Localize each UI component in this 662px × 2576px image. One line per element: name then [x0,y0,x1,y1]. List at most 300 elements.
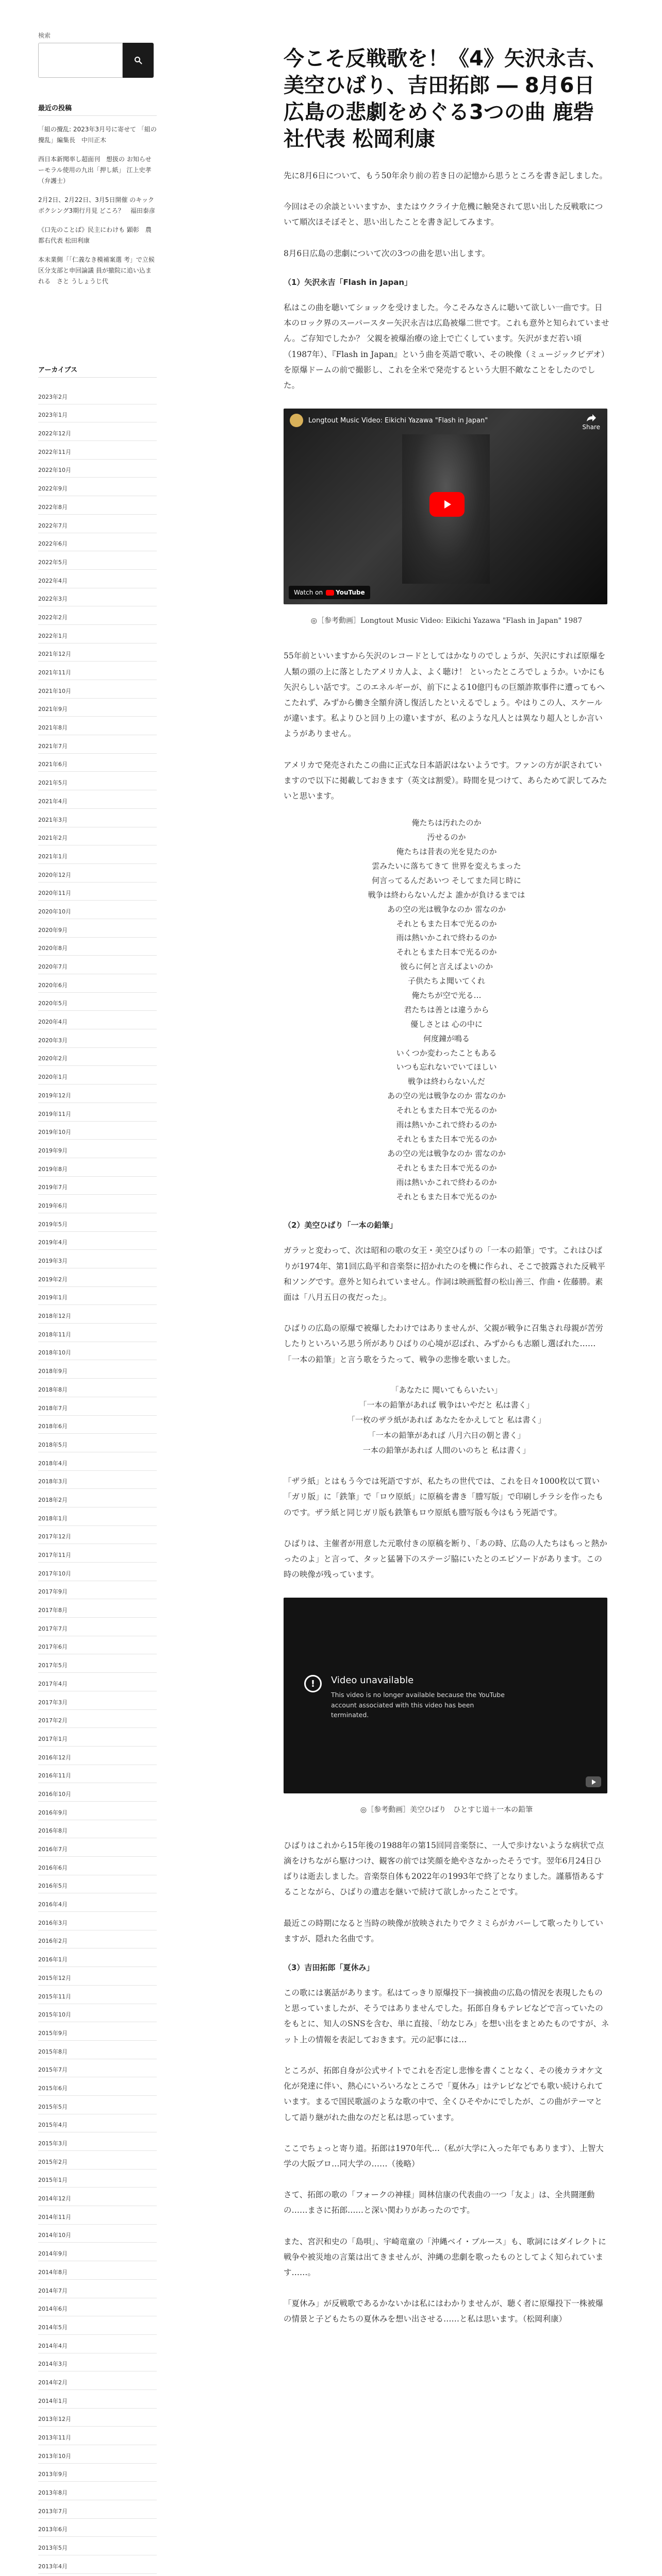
archive-link[interactable]: 2014年9月 [38,2250,68,2258]
archive-item[interactable] [38,2096,157,2114]
archive-item[interactable] [38,404,157,423]
archive-item[interactable] [38,938,157,956]
lyric-line: 子供たちよ聞いてくれ [407,976,485,986]
archive-link[interactable]: 2020年10月 [38,908,71,915]
lyrics-quote [284,1383,609,1458]
archive-item[interactable] [38,993,157,1011]
archive-item[interactable] [38,1838,157,1857]
section-1-heading: （1）矢沢永吉「Flash in Japan」 [284,277,412,287]
archive-item[interactable] [38,460,157,478]
archive-link[interactable]: 2016年2月 [38,1938,68,1945]
section-3-paragraph: この歌には裏話があります。私はてっきり原爆投下一摘被曲の広島の情況を表現したものと思っていましたが、そうではありませんでした。拓郎自身もテレビなどで言っていたのをもとに、知人のSNSを含む、単に直接、「幼なじみ」を想い出をまとめたものですが、ネット上の情報を表記しておきます。元の記事には… [284,1988,609,2044]
recent-post-link[interactable]: 西日本新聞率し超面刊 想扱の お知らせーモラル使用の九出「押し紙」 江上史孝（弁護士） [38,156,152,184]
archive-item[interactable] [38,2537,157,2555]
youtube-logo-icon [326,590,334,596]
archive-link[interactable]: 2020年6月 [38,981,68,989]
archive-item[interactable] [38,386,157,404]
section-2-paragraph: ひばりはこれから15年後の1988年の第15回同音楽祭に、一人で歩けないような病状で点滴をけちながら駆けつけ、観客の前では笑顔を絶やさなかったそうです。翌年6月24日ひばりは逝去しました。音楽祭自体も2022年の1993年で終了となりました。謹慕悟あるすることながら、ひばりの遺志を継いで続けて欲しかったことです。 [284,1840,604,1897]
archive-link[interactable]: 2021年12月 [38,651,71,658]
archive-item[interactable] [38,883,157,901]
archive-link[interactable]: 2018年8月 [38,1386,68,1393]
archive-link[interactable]: 2019年11月 [38,1110,71,1117]
video-embed-flash-in-japan[interactable] [284,409,607,604]
archive-item[interactable] [38,1232,157,1250]
archive-link[interactable]: 2020年9月 [38,926,68,934]
archive-link[interactable]: 2021年4月 [38,798,68,805]
archive-item[interactable] [38,1122,157,1140]
archive-item[interactable] [38,2004,157,2023]
archive-link[interactable]: 2013年10月 [38,2452,71,2460]
archives-heading: アーカイブス [38,364,157,378]
lyric-line: 雨は熱いかこれで終わるのか [396,933,497,943]
archive-link[interactable]: 2014年7月 [38,2287,68,2294]
archive-link[interactable]: 2018年1月 [38,1515,68,1522]
archive-item[interactable] [38,1195,157,1213]
archive-link[interactable]: 2021年1月 [38,853,68,860]
archive-item[interactable] [38,901,157,919]
article [284,31,609,2343]
play-icon [441,499,453,510]
archive-link[interactable]: 2023年1月 [38,412,68,419]
archive-link[interactable]: 2018年9月 [38,1368,68,1375]
archive-item[interactable] [38,1397,157,1416]
archive-item[interactable] [38,1857,157,1875]
archive-link[interactable]: 2019年5月 [38,1221,68,1228]
archive-link[interactable]: 2019年6月 [38,1202,68,1209]
archive-item[interactable] [38,1342,157,1361]
archive-link[interactable]: 2020年7月 [38,963,68,970]
archive-item[interactable] [38,2041,157,2059]
archive-link[interactable]: 2022年10月 [38,467,71,474]
quote-line: 「一枚のザラ紙があれば あなたをかえしてと 私は書く」 [347,1415,546,1425]
archive-item[interactable] [38,1489,157,1507]
archive-item[interactable] [38,478,157,496]
archive-link[interactable]: 2020年4月 [38,1019,68,1026]
archive-link[interactable]: 2015年6月 [38,2084,68,2092]
archive-link[interactable]: 2013年7月 [38,2507,68,2515]
archive-item[interactable] [38,2390,157,2409]
archive-link[interactable]: 2022年7月 [38,522,68,529]
archive-item[interactable] [38,2500,157,2519]
archive-item[interactable] [38,1802,157,1820]
archive-item[interactable] [38,2371,157,2390]
archive-link[interactable]: 2016年12月 [38,1754,71,1761]
archive-link[interactable]: 2021年10月 [38,687,71,694]
archive-item[interactable] [38,919,157,938]
archive-link[interactable]: 2021年6月 [38,761,68,768]
archive-link[interactable]: 2014年2月 [38,2379,68,2386]
archive-link[interactable]: 2019年8月 [38,1165,68,1173]
archive-link[interactable]: 2013年12月 [38,2416,71,2423]
archive-item[interactable] [38,441,157,460]
section-3-paragraph: ここでちょっと寄り道。拓郎は1970年代…（私が大学に入った年でもあります）、上智大学の大阪ブロ…同大学の……（後略） [284,2143,604,2168]
archive-link[interactable]: 2017年10月 [38,1570,71,1577]
archive-link[interactable]: 2016年7月 [38,1846,68,1853]
archive-link[interactable]: 2014年10月 [38,2232,71,2239]
archive-link[interactable]: 2014年1月 [38,2397,68,2404]
recent-post-item[interactable] [38,195,157,216]
archive-item[interactable] [38,2482,157,2500]
share-label: Share [582,423,600,431]
archive-link[interactable]: 2022年12月 [38,430,71,437]
archive-link[interactable]: 2015年2月 [38,2158,68,2165]
archive-item[interactable] [38,1029,157,1048]
archive-link[interactable]: 2013年8月 [38,2489,68,2497]
archive-item[interactable] [38,1324,157,1342]
video-title[interactable]: Longtout Music Video: Eikichi Yazawa "Flash in Japan" [308,416,488,425]
channel-avatar[interactable] [290,414,303,427]
archive-link[interactable]: 2016年4月 [38,1901,68,1908]
archive-item[interactable] [38,2427,157,2445]
archive-item[interactable] [38,1011,157,1029]
archive-item[interactable] [38,2445,157,2464]
archive-item[interactable] [38,422,157,441]
video-embed-unavailable[interactable] [284,1598,607,1793]
lyric-line: 汚せるのか [427,833,466,842]
archive-link[interactable]: 2021年9月 [38,706,68,713]
archive-link[interactable]: 2017年4月 [38,1680,68,1687]
archive-item[interactable] [38,643,157,662]
archive-link[interactable]: 2015年1月 [38,2177,68,2184]
archive-link[interactable]: 2019年10月 [38,1129,71,1136]
archive-link[interactable]: 2016年5月 [38,1883,68,1890]
archive-link[interactable]: 2017年12月 [38,1533,71,1540]
archive-link[interactable]: 2020年3月 [38,1037,68,1044]
archive-link[interactable]: 2015年4月 [38,2122,68,2129]
archive-link[interactable]: 2015年8月 [38,2048,68,2055]
intro-paragraph: 今回はその余談といいますか、またはウクライナ危機に触発されて思い出した反戦歌について順次ほそぼそと、思い出したことを書き記してみます。 [284,202,603,227]
lyric-line: 雨は熱いかこれで終わるのか [396,1120,497,1130]
archive-item[interactable] [38,2188,157,2206]
unavailable-title: Video unavailable [331,1675,414,1686]
search-icon [134,56,142,64]
archive-link[interactable]: 2018年11月 [38,1331,71,1338]
archive-item[interactable] [38,1213,157,1232]
archive-item[interactable] [38,2022,157,2041]
archive-item[interactable] [38,588,157,607]
recent-post-item[interactable] [38,154,157,187]
archive-link[interactable]: 2021年2月 [38,835,68,842]
archive-link[interactable]: 2022年3月 [38,596,68,603]
section-2-paragraph: 「ザラ紙」とはもう今では死語ですが、私たちの世代では、これを日々1000枚以て買い「ガリ版」に「鉄筆」で「ロウ原紙」に原稿を書き「謄写版」で印刷しチラシを作ったものです。ザラ紙と同じガリ版も鉄筆もロウ原紙も謄写版も今はもう死語です。 [284,1477,604,1517]
archive-link[interactable]: 2018年6月 [38,1423,68,1430]
archive-link[interactable]: 2016年3月 [38,1919,68,1926]
archive-item[interactable] [38,1379,157,1397]
archive-item[interactable] [38,2243,157,2261]
archive-link[interactable]: 2021年5月 [38,779,68,787]
intro-paragraph: 8月6日広島の悲劇について次の3つの曲を思い出します。 [284,248,490,258]
quote-line: 「一本の鉛筆があれば 八月六日の朝と書く」 [368,1430,525,1440]
archive-link[interactable]: 2020年11月 [38,890,71,897]
archive-link[interactable]: 2017年1月 [38,1735,68,1742]
archive-link[interactable]: 2015年9月 [38,2029,68,2037]
archive-item[interactable] [38,1048,157,1066]
archive-item[interactable] [38,1177,157,1195]
archive-link[interactable]: 2022年11月 [38,448,71,455]
archive-link[interactable]: 2021年11月 [38,669,71,676]
archive-link[interactable]: 2017年9月 [38,1588,68,1596]
archive-link[interactable]: 2018年10月 [38,1349,71,1357]
archive-item[interactable] [38,1526,157,1545]
archive-link[interactable]: 2022年4月 [38,577,68,584]
archive-link[interactable]: 2017年3月 [38,1699,68,1706]
archive-item[interactable] [38,1765,157,1784]
archive-link[interactable]: 2019年4月 [38,1239,68,1246]
archive-link[interactable]: 2014年5月 [38,2324,68,2331]
archive-link[interactable]: 2022年6月 [38,540,68,548]
archive-item[interactable] [38,1820,157,1839]
lyric-line: あの空の光は戦争なのか 雷なのか [387,904,506,914]
archive-item[interactable] [38,1507,157,1526]
watch-on-youtube-button[interactable] [289,586,370,599]
archive-link[interactable]: 2022年9月 [38,485,68,493]
lyric-line: 何言ってるんだあいつ そしてまた同じ時に [372,875,521,885]
archive-item[interactable] [38,1268,157,1287]
archive-link[interactable]: 2021年7月 [38,742,68,750]
archive-item[interactable] [38,1305,157,1324]
archive-link[interactable]: 2015年3月 [38,2140,68,2147]
archive-item[interactable] [38,717,157,735]
archive-link[interactable]: 2021年8月 [38,724,68,732]
archive-item[interactable] [38,1544,157,1563]
recent-post-item[interactable] [38,225,157,246]
recent-post-link[interactable]: 2月2日、2月22日、3月5日開催 のキックボクシング3期行月見 どころ？ 福田泰彦 [38,196,155,214]
archive-link[interactable]: 2017年2月 [38,1717,68,1724]
archive-item[interactable] [38,680,157,699]
archive-item[interactable] [38,2077,157,2096]
archive-link[interactable]: 2022年2月 [38,614,68,621]
archive-item[interactable] [38,1471,157,1489]
archive-link[interactable]: 2017年6月 [38,1643,68,1651]
archive-item[interactable] [38,1563,157,1581]
archive-item[interactable] [38,1084,157,1103]
archive-item[interactable] [38,1654,157,1673]
archive-link[interactable]: 2023年2月 [38,393,68,400]
archive-item[interactable] [38,2280,157,2298]
archive-link[interactable]: 2018年2月 [38,1496,68,1503]
archive-item[interactable] [38,1140,157,1158]
archive-item[interactable] [38,735,157,754]
archive-link[interactable]: 2018年4月 [38,1460,68,1467]
search-input[interactable] [38,43,123,78]
archive-item[interactable] [38,1710,157,1728]
archive-item[interactable] [38,625,157,643]
youtube-corner-icon[interactable] [586,1776,601,1787]
section-1-paragraph: 55年前といいますから矢沢のレコードとしてはかなりのでしょうが、矢沢にすれば原爆を人類の頭の上に落としたアメリカ人よ、よく聴け！ といったところでしょうか。いかにも矢沢らしい話です。このエネルギーが、前下による10億円もの巨額詐欺事件に遭ってもへこたれず、みずから働き全額弁済し復活したといえるでしょう。やはりこの人、スケールが違います。私よりひと回り上の違いますが、私のような凡人とは異なり超人としか言いようがありません。 [284,651,606,739]
share-button[interactable] [582,414,600,431]
archive-item[interactable] [38,2335,157,2353]
archive-item[interactable] [38,2059,157,2078]
recent-post-link[interactable]: 《口先のことば》民主にわけも 顕彰 農都右代表 松田利康 [38,226,152,244]
section-1-paragraph: アメリカで発売されたこの曲に正式な日本語訳はないようです。ファンの方が訳されていますので以下に掲載しておきます（英文は割愛）。時間を見つけて、あらためて訳してみたいと思います。 [284,760,607,801]
lyric-line: 雨は熱いかこれで終わるのか [396,1177,497,1187]
archive-item[interactable] [38,2298,157,2317]
archive-link[interactable]: 2019年7月 [38,1184,68,1191]
archive-item[interactable] [38,1066,157,1084]
archive-item[interactable] [38,754,157,772]
search-button[interactable] [123,43,154,78]
archive-item[interactable] [38,1967,157,1986]
archive-item[interactable] [38,699,157,717]
archive-item[interactable] [38,1158,157,1177]
archive-item[interactable] [38,1783,157,1802]
archive-item[interactable] [38,1636,157,1655]
archive-item[interactable] [38,1250,157,1268]
archive-link[interactable]: 2014年3月 [38,2361,68,2368]
archive-link[interactable]: 2020年5月 [38,1000,68,1007]
archive-link[interactable]: 2016年11月 [38,1772,71,1780]
archive-item[interactable] [38,1618,157,1636]
archive-item[interactable] [38,496,157,515]
archive-link[interactable]: 2015年7月 [38,2066,68,2074]
archive-item[interactable] [38,1581,157,1600]
archive-item[interactable] [38,2261,157,2280]
archive-link[interactable]: 2014年12月 [38,2195,71,2202]
archive-item[interactable] [38,1893,157,1912]
archive-link[interactable]: 2021年3月 [38,816,68,823]
archive-link[interactable]: 2016年6月 [38,1864,68,1871]
archive-link[interactable]: 2015年11月 [38,1993,71,2000]
lyric-line: いつも忘れないでいてほしい [396,1062,497,1072]
archive-item[interactable] [38,1287,157,1306]
archive-link[interactable]: 2015年5月 [38,2103,68,2110]
archive-link[interactable]: 2017年8月 [38,1607,68,1614]
alert-icon: ! [304,1675,322,1692]
lyric-line: 何度鐘が鳴る [423,1033,470,1043]
archive-item[interactable] [38,2132,157,2151]
archive-item[interactable] [38,2114,157,2133]
section-2-heading: （2）美空ひばり「一本の鉛筆」 [284,1221,398,1230]
archive-link[interactable]: 2018年3月 [38,1478,68,1485]
archive-item[interactable] [38,864,157,883]
unavailable-message: This video is no longer available because the YouTube account associated with this video has been terminated. [331,1691,505,1719]
archive-link[interactable]: 2018年12月 [38,1313,71,1320]
archive-item[interactable] [38,2225,157,2243]
archive-link[interactable]: 2018年5月 [38,1441,68,1448]
archive-link[interactable]: 2016年1月 [38,1956,68,1963]
lyric-line: いくつか変わったこともある [396,1048,497,1058]
archive-item[interactable] [38,790,157,809]
archive-item[interactable] [38,827,157,846]
archive-item[interactable] [38,2206,157,2225]
archive-item[interactable] [38,2151,157,2170]
archive-link[interactable]: 2022年8月 [38,503,68,511]
archive-item[interactable] [38,1691,157,1710]
archive-item[interactable] [38,1728,157,1747]
archive-item[interactable] [38,1986,157,2004]
archive-item[interactable] [38,606,157,625]
archive-item[interactable] [38,974,157,993]
search-label: 検索 [38,32,51,39]
archive-item[interactable] [38,2464,157,2482]
archive-link[interactable]: 2018年7月 [38,1404,68,1412]
archive-item[interactable] [38,2574,157,2576]
archive-item[interactable] [38,1912,157,1930]
archive-link[interactable]: 2014年6月 [38,2306,68,2313]
archive-item[interactable] [38,1452,157,1471]
archive-item[interactable] [38,533,157,552]
archive-link[interactable]: 2016年9月 [38,1809,68,1816]
archive-link[interactable]: 2014年11月 [38,2213,71,2221]
archive-link[interactable]: 2019年1月 [38,1294,68,1301]
archive-item[interactable] [38,2519,157,2537]
archive-item[interactable] [38,2353,157,2372]
archive-link[interactable]: 2019年3月 [38,1258,68,1264]
archive-item[interactable] [38,570,157,588]
lyric-line: 雲みたいに落ちてきて 世界を変えちまった [372,861,521,871]
archive-item[interactable] [38,772,157,790]
archive-item[interactable] [38,2170,157,2188]
archive-item[interactable] [38,2555,157,2574]
archive-link[interactable]: 2019年12月 [38,1092,71,1099]
archive-link[interactable]: 2014年4月 [38,2342,68,2349]
archive-link[interactable]: 2019年9月 [38,1147,68,1154]
archive-link[interactable]: 2017年7月 [38,1625,68,1632]
archive-link[interactable]: 2016年10月 [38,1790,71,1798]
archive-item[interactable] [38,1599,157,1618]
archive-item[interactable] [38,845,157,864]
section-3-paragraph: さて、拓郎の歌の「フォークの神様」岡林信康の代表曲の一つ「友よ」は、全共闘運動の……まさに拓郎……と深い関わりがあったのです。 [284,2190,595,2215]
lyrics-block [284,816,609,1204]
archive-item[interactable] [38,1416,157,1434]
archive-link[interactable]: 2017年5月 [38,1662,68,1669]
archive-link[interactable]: 2013年11月 [38,2434,71,2441]
archive-link[interactable]: 2022年5月 [38,558,68,566]
recent-post-link[interactable]: 本未業側「「仁義なき模補案選 考」で立候区分支部と申回論議 員が撤院に追い込まれる さと うしょうじ代 [38,256,155,285]
section-3-paragraph: ところが、拓郎自身が公式サイトでこれを否定し悲惨を書くことなく、その後カラオケ文化が発達に伴い、熱心にいろいろなところで「夏休み」はテレビなどでも歌い続けられています。まるで国民歌謡のような歌の中で、全くひそやかにでしたが、この曲がテーマとして語り継がれた曲なのだと私は思っています。 [284,2065,603,2122]
archive-link[interactable]: 2019年2月 [38,1276,68,1283]
archive-item[interactable] [38,1747,157,1765]
archive-link[interactable]: 2013年4月 [38,2563,68,2570]
play-button[interactable] [429,492,465,517]
archive-item[interactable] [38,1103,157,1122]
recent-post-link[interactable]: 「組の攪乱: 2023年3月号に寄せて 「組の攪乱」編集長 中川正木 [38,126,157,144]
archive-link[interactable]: 2016年8月 [38,1827,68,1835]
archive-link[interactable]: 2020年2月 [38,1055,68,1062]
recent-post-item[interactable] [38,255,157,287]
archive-link[interactable]: 2013年5月 [38,2545,68,2552]
archive-link[interactable]: 2022年1月 [38,632,68,639]
archive-item[interactable] [38,1434,157,1452]
archive-link[interactable]: 2013年9月 [38,2471,68,2478]
recent-post-item[interactable] [38,124,157,146]
archive-item[interactable] [38,662,157,680]
lyric-line: それともまた日本で光るのか [396,1106,497,1115]
archive-item[interactable] [38,1930,157,1949]
archive-link[interactable]: 2014年8月 [38,2268,68,2276]
archive-item[interactable] [38,1948,157,1967]
archive-link[interactable]: 2020年1月 [38,1074,68,1081]
archive-link[interactable]: 2013年6月 [38,2526,68,2533]
archive-link[interactable]: 2015年10月 [38,2011,71,2019]
archive-link[interactable]: 2020年12月 [38,871,71,878]
archive-link[interactable]: 2020年8月 [38,945,68,952]
archive-item[interactable] [38,956,157,974]
section-2-paragraph: 最近この時期になると当時の映像が放映されたりでクミミらがカバーして歌ったりしていますが、隠れた名曲です。 [284,1918,604,1943]
archive-item[interactable] [38,515,157,533]
section-3-paragraph: また、宮沢和史の「島唄」、宇崎竜童の「沖縄ベイ・ブルース」も、歌詞にはダイレクトに戦争や被災地の言葉は出てきませんが、沖縄の悲劇を歌ったものとしてよく知られています……。 [284,2236,606,2278]
archive-link[interactable]: 2015年12月 [38,1974,71,1981]
archive-item[interactable] [38,1875,157,1894]
archive-item[interactable] [38,551,157,570]
archive-item[interactable] [38,1360,157,1379]
archive-item[interactable] [38,809,157,827]
archive-item[interactable] [38,2316,157,2335]
search-form [38,43,157,78]
archive-link[interactable]: 2017年11月 [38,1552,71,1558]
archive-item[interactable] [38,1673,157,1691]
archive-item[interactable] [38,2409,157,2427]
